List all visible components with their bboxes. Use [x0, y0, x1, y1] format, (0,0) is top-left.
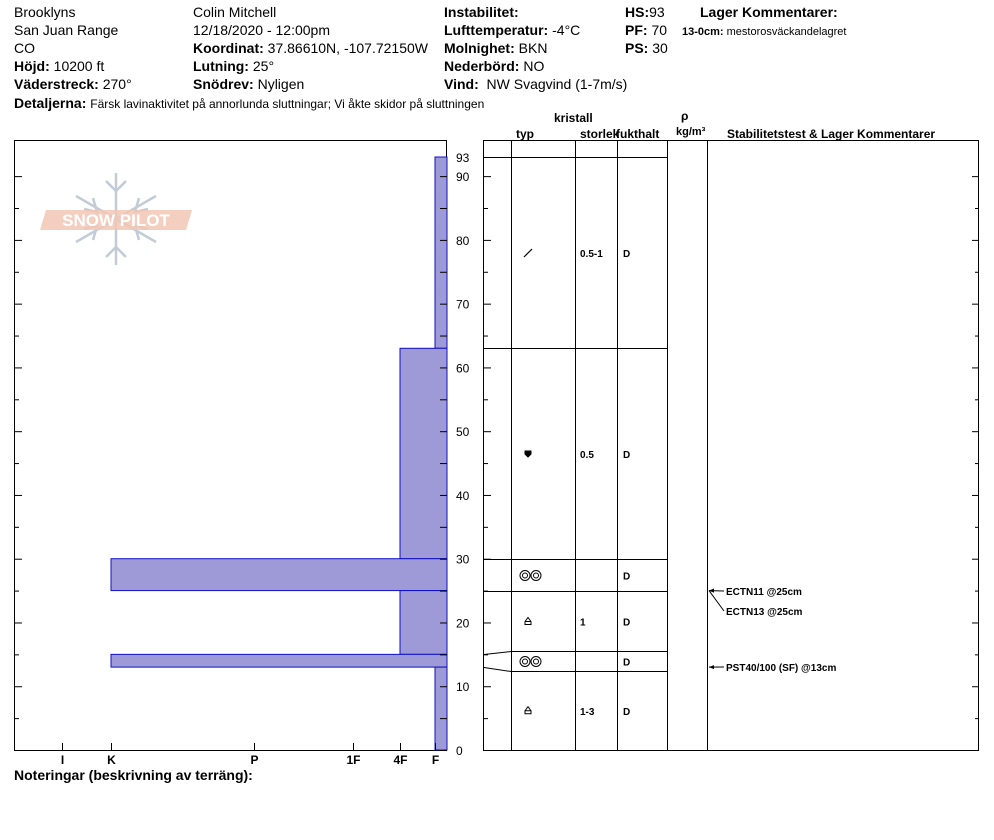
drift-label: Snödrev:	[193, 76, 254, 92]
hardness-bar-2	[400, 348, 447, 558]
layer-comments-title: Lager Kommentarer:	[700, 4, 838, 20]
ps-value: 30	[652, 40, 668, 56]
layer-connector	[484, 668, 511, 672]
pf-value: 70	[651, 22, 668, 38]
hardness-label-p: P	[250, 753, 259, 767]
depth-tick-label: 30	[456, 552, 470, 567]
melt-freeze-circle	[520, 571, 530, 581]
location-name: Brooklyns	[14, 4, 76, 20]
precip-value: NO	[523, 58, 545, 74]
col-density-unit: kg/m³	[676, 126, 706, 138]
elevation-value: 10200 ft	[53, 58, 105, 74]
col-rho: ρ	[681, 109, 689, 123]
layer-row-2	[525, 450, 630, 461]
drift-value: Nyligen	[257, 76, 305, 92]
grain-size: 0.5-1	[580, 249, 603, 260]
hardness-label-1f: 1F	[346, 753, 361, 767]
wind-value: NW Svagvind (1-7m/s)	[486, 76, 628, 92]
depth-tick-label: 90	[456, 170, 470, 185]
hardness-bar-1	[435, 157, 447, 348]
hardness-bars	[111, 157, 447, 750]
layer-connector	[484, 652, 511, 655]
faceted-rounded-icon	[525, 451, 531, 457]
slope-value: 25°	[252, 58, 275, 74]
wind-label: Vind:	[444, 76, 479, 92]
melt-freeze-circle	[534, 659, 539, 664]
layer-row-1	[524, 249, 630, 260]
test-label: ECTN13 @25cm	[726, 607, 803, 618]
test-label: PST40/100 (SF) @13cm	[726, 663, 837, 674]
col-moisture: fukthalt	[616, 127, 660, 141]
observation-datetime: 12/18/2020 - 12:00pm	[193, 22, 330, 38]
col-stability: Stabilitetstest & Lager Kommentarer	[727, 127, 936, 141]
moisture-value: D	[623, 450, 631, 461]
hardness-label-4f: 4F	[393, 753, 408, 767]
range-name: San Juan Range	[14, 22, 119, 38]
test-leader-line	[709, 591, 724, 611]
melt-freeze-circle	[523, 659, 528, 664]
depth-tick-label: 0	[456, 744, 463, 758]
details-label: Detaljerna:	[14, 95, 87, 111]
grain-size: 1	[580, 617, 586, 629]
hardness-label-k: K	[107, 753, 116, 767]
details-text: Färsk lavinaktivitet på annorlunda sluttningar; Vi åkte skidor på sluttningen	[90, 97, 485, 111]
depth-tick-label: 60	[456, 361, 470, 376]
hardness-ticks	[61, 743, 439, 767]
depth-tick-label: 40	[456, 488, 470, 503]
moisture-value: D	[623, 571, 631, 583]
hardness-label-f: F	[431, 753, 440, 767]
layer-comment-text: mestorosväckandelagret	[726, 26, 847, 38]
precip-label: Nederbörd:	[444, 58, 520, 74]
test-markers	[709, 587, 836, 674]
logo-text: SNOW PILOT	[62, 211, 170, 230]
state-name: CO	[14, 40, 35, 56]
melt-freeze-circle	[531, 571, 541, 581]
sky-value: BKN	[518, 40, 548, 56]
grain-size: 1-3	[580, 706, 595, 718]
notes-label: Noteringar (beskrivning av terräng):	[14, 767, 253, 783]
melt-freeze-circle	[523, 573, 528, 578]
moisture-value: D	[623, 617, 631, 629]
melt-freeze-icon	[520, 571, 541, 581]
elevation-label: Höjd:	[14, 58, 50, 74]
hardness-bar-3	[111, 559, 447, 591]
test-label: ECTN11 @25cm	[726, 587, 802, 598]
melt-freeze-circle	[520, 657, 530, 667]
slope-label: Lutning:	[193, 58, 249, 74]
moisture-value: D	[623, 706, 631, 718]
hardness-bar-4	[400, 591, 447, 655]
layer-comment-depth: 13-0cm:	[682, 26, 724, 38]
melt-freeze-circle	[531, 657, 541, 667]
layer-row-4	[525, 618, 630, 629]
sky-label: Molnighet:	[444, 40, 515, 56]
depth-tick-label: 50	[456, 425, 470, 440]
aspect-value: 270°	[102, 76, 132, 92]
table-frame	[484, 141, 979, 751]
col-crystal: kristall	[554, 111, 593, 125]
stability-test-3	[709, 663, 836, 674]
grain-size: 0.5	[580, 450, 594, 461]
melt-freeze-circle	[534, 573, 539, 578]
moisture-value: D	[623, 249, 631, 260]
melt-freeze-icon	[520, 657, 541, 667]
depth-tick-label: 80	[456, 233, 470, 248]
instability-label: Instabilitet:	[444, 4, 519, 20]
depth-tick-label: 10	[456, 680, 470, 695]
decomposing-fragment-icon	[524, 249, 532, 257]
depth-hoar-icon	[525, 707, 531, 714]
col-type: typ	[516, 127, 534, 141]
layer-row-6	[525, 707, 630, 718]
ps-label: PS:	[625, 40, 649, 56]
col-size: storlek	[580, 127, 620, 141]
hardness-bar-6	[435, 667, 447, 750]
depth-labels	[456, 151, 470, 758]
observer-name: Colin Mitchell	[193, 4, 277, 20]
layer-table	[484, 141, 979, 751]
aspect-label: Väderstreck:	[14, 76, 99, 92]
coord-label: Koordinat:	[193, 40, 264, 56]
hs-value: 93	[649, 4, 665, 20]
pf-label: PF:	[625, 22, 648, 38]
moisture-value: D	[623, 657, 631, 669]
hs-label: HS:	[625, 4, 650, 20]
airtemp-value: -4°C	[552, 22, 581, 38]
stability-test-1	[709, 587, 802, 598]
coord-value: 37.86610N, -107.72150W	[267, 40, 428, 56]
depth-tick-label: 93	[456, 151, 470, 165]
depth-tick-label: 70	[456, 297, 470, 312]
hardness-bar-5	[111, 654, 447, 667]
airtemp-label: Lufttemperatur:	[444, 22, 549, 38]
hardness-label-i: I	[60, 753, 65, 767]
snowpilot-logo	[40, 173, 192, 265]
depth-tick-label: 20	[456, 616, 470, 631]
test-arrow-icon	[709, 665, 714, 669]
depth-hoar-icon	[525, 618, 531, 625]
